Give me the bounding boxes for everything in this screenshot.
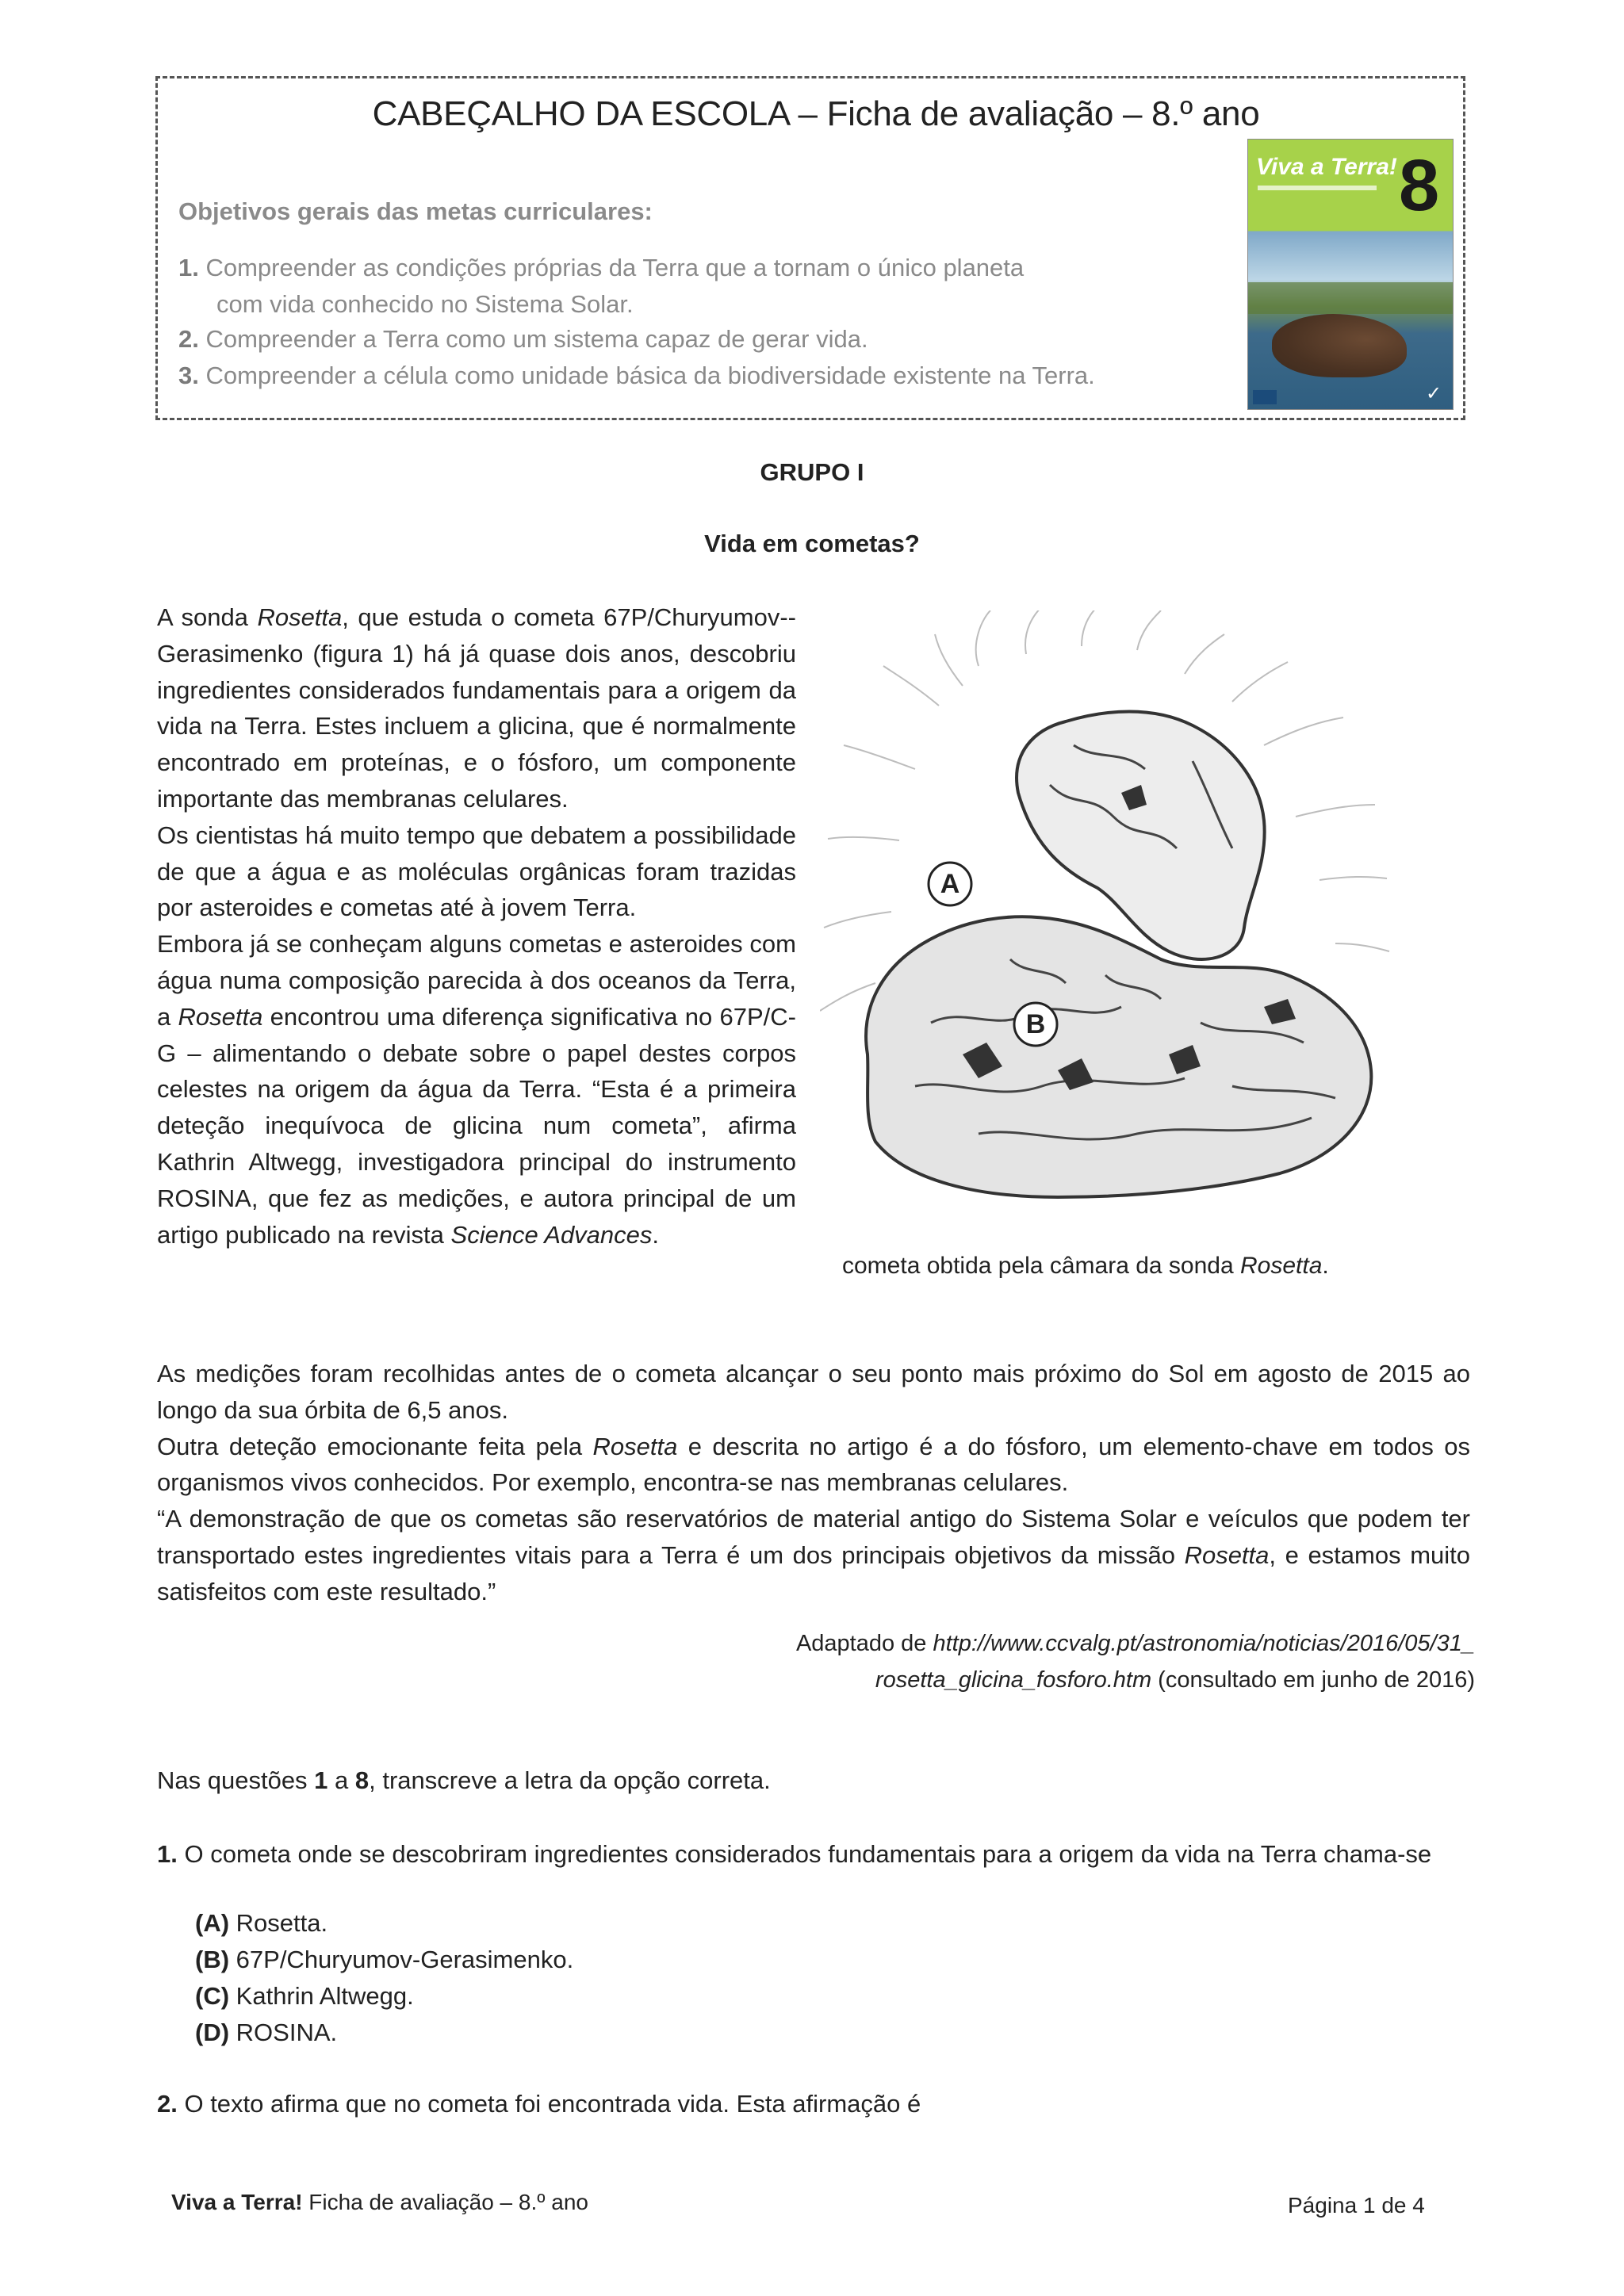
goal-text: Compreender a Terra como um sistema capaz de gerar vida. [205,325,868,353]
header-box [155,76,1465,420]
source-url[interactable]: http://www.ccvalg.pt/astronomia/noticias/2016/05/31_ [933,1631,1475,1656]
comet-illustration [820,610,1391,1237]
question-option: (C) Kathrin Altwegg. [195,1982,414,2010]
article-paragraph: Outra deteção emocionante feita pela Rosetta e descrita no artigo é a do fósforo, um elemento-chave em todos os organismos vivos conhecidos. Por exemplo, encontra-se nas membranas celulares. [157,1432,1470,1497]
article-title: Vida em cometas? [704,530,920,557]
publisher-logo [1253,390,1277,404]
otter-illustration [1272,314,1407,377]
question-1: 1. O cometa onde se descobriram ingredientes considerados fundamentais para a origem da vida na Terra chama-se [157,1840,1432,1868]
article-full-width [157,1356,1470,1610]
question-2: 2. O texto afirma que no cometa foi encontrada vida. Esta afirmação é [157,2090,921,2118]
article-paragraph: Os cientistas há muito tempo que debatem a possibilidade de que a água e as moléculas orgânicas foram trazidas por asteroides e cometas até à jovem Terra. [157,821,796,922]
book-cover-title: Viva a Terra! [1256,154,1397,180]
article-paragraph: Embora já se conheçam alguns cometas e asteroides com água numa composição parecida à dos oceanos da Terra, a Rosetta encontrou uma diferença significativa no 67P/C-G – alimentando o debate sobre o papel destes corpos celestes na origem da água da Terra. “Esta é a primeira deteção inequívoca de glicina num cometa”, afirma Kathrin Altwegg, investigadora principal do instrumento ROSINA, que fez as medições, e autora principal de um artigo publicado na revista Science Advances. [157,930,796,1249]
goal-number: 3. [178,362,199,389]
book-cover-subtitle-line [1258,186,1377,190]
goal-number: 1. [178,254,199,281]
goal-item [178,250,1209,323]
goal-text: Compreender a célula como unidade básica da biodiversidade existente na Terra. [205,362,1095,389]
goal-text: Compreender as condições próprias da Terra que a tornam o único planeta [205,254,1025,281]
label-a-text: A [940,869,960,899]
goal-text-continued: com vida conhecido no Sistema Solar. [216,290,634,318]
goal-item [178,358,1095,394]
figure-caption: cometa obtida pela câmara da sonda Rosetta. [842,1253,1329,1279]
question-instruction: Nas questões 1 a 8, transcreve a letra da opção correta. [157,1766,771,1794]
footer-title: Viva a Terra! Ficha de avaliação – 8.º ano [171,2190,588,2214]
book-cover-image [1247,139,1454,410]
article-paragraph: A sonda Rosetta, que estuda o cometa 67P/Churyumov--Gerasimenko (figura 1) há já quase dois anos, descobriu ingredientes considerados fundamentais para a origem da vida na Terra. Estes incluem a glicina, que é normalmente encontrado em proteínas, e o fósforo, um componente importante das membranas celulares. [157,603,796,813]
group-title: GRUPO I [760,458,864,486]
article-paragraph: “A demonstração de que os cometas são reservatórios de material antigo do Sistema Solar e veículos que podem ter transportado estes ingredientes vitais para a Terra é um dos principais objetivos da missão Rosetta, e estamos muito satisfeitos com este resultado.” [157,1505,1470,1605]
article-column-left [157,599,796,1253]
goals-heading: Objetivos gerais das metas curriculares: [178,197,653,225]
label-b-text: B [1025,1009,1046,1039]
book-cover-landscape [1248,282,1453,314]
question-option: (B) 67P/Churyumov-Gerasimenko. [195,1946,574,1973]
goal-number: 2. [178,325,199,353]
check-icon: ✓ [1426,383,1442,404]
page-title: CABEÇALHO DA ESCOLA – Ficha de avaliação – 8.º ano [372,94,1260,133]
question-option: (A) Rosetta. [195,1909,328,1937]
goal-item [178,321,868,358]
source-citation: Adaptado de http://www.ccvalg.pt/astronomia/noticias/2016/05/31_ rosetta_glicina_fosforo.htm (consultado em junho de 2016) [795,1631,1475,1693]
book-cover-grade: 8 [1399,145,1440,226]
question-option: (D) ROSINA. [195,2019,338,2046]
article-paragraph: As medições foram recolhidas antes de o cometa alcançar o seu ponto mais próximo do Sol em agosto de 2015 ao longo da sua órbita de 6,5 anos. [157,1360,1470,1424]
comet-body-lobe [866,916,1371,1197]
source-url-continued[interactable]: rosetta_glicina_fosforo.htm [875,1667,1152,1693]
page-number: Página 1 de 4 [1288,2193,1425,2218]
